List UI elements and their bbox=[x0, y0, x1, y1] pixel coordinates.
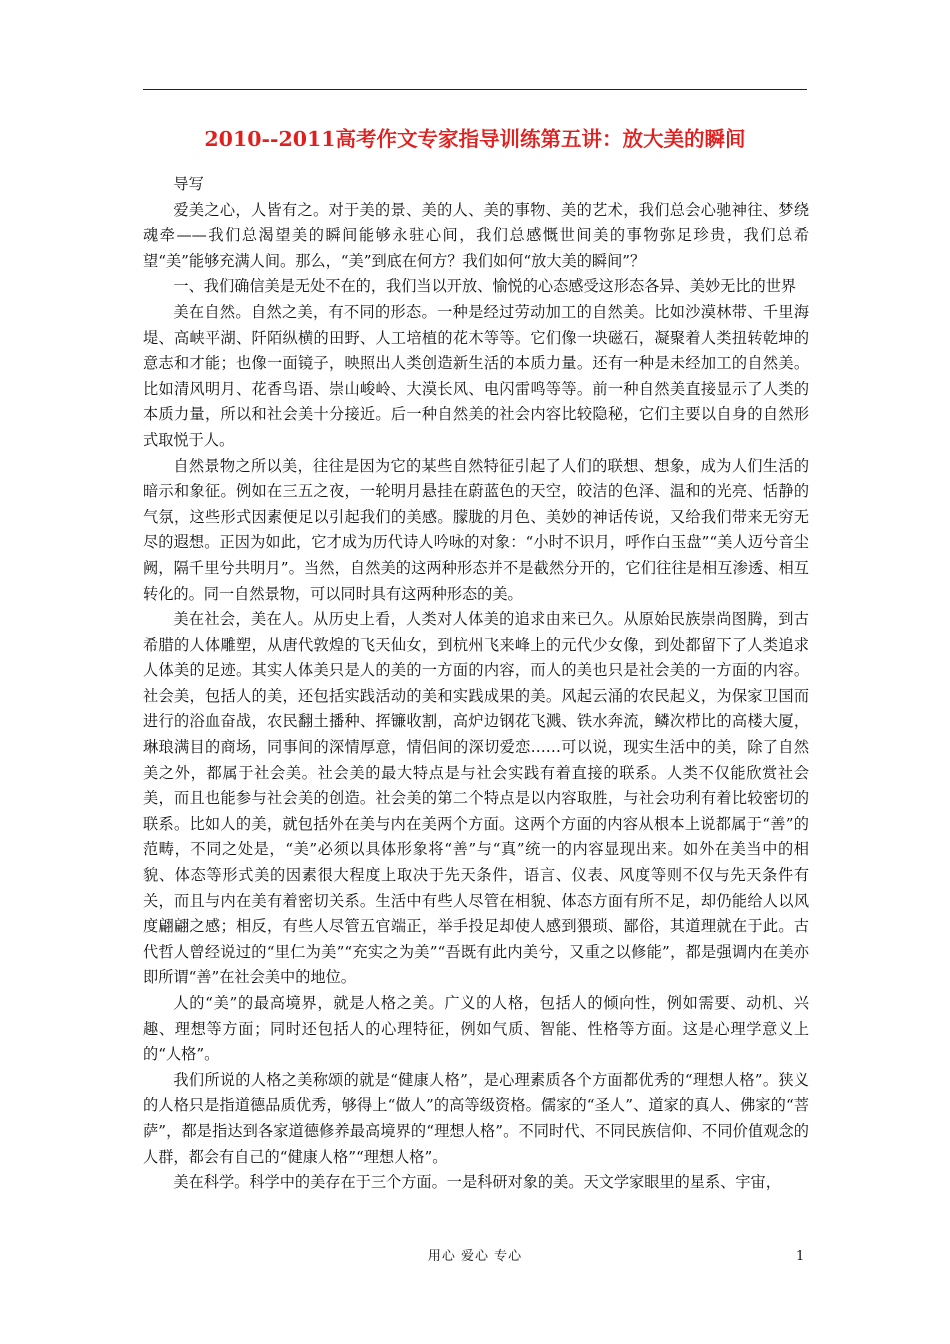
document-body bbox=[143, 172, 809, 1196]
section-heading: 一、我们确信美是无处不在的，我们当以开放、愉悦的心态感受这形态各异、美妙无比的世界 bbox=[173, 277, 797, 296]
document-title: 2010--2011高考作文专家指导训练第五讲：放大美的瞬间 bbox=[204, 127, 746, 151]
paragraph: 美在科学。科学中的美存在于三个方面。一是科研对象的美。天文学家眼里的星系、宇宙， bbox=[173, 1173, 781, 1192]
header-rule bbox=[143, 89, 807, 90]
paragraph: 我们所说的人格之美称颂的就是“健康人格”，是心理素质各个方面都优秀的“理想人格”。狭义的人格只是指道德品质优秀，够得上“做人”的高等级资格。儒家的“圣人”、道家的真人、佛家的“菩萨”，都是指达到各家道德修养最高境界的“理想人格”。不同时代、不同民族信仰、不同价值观念的人群，都会有自己的“健康人格”“理想人格”。 bbox=[143, 1070, 809, 1166]
section-label: 导写 bbox=[173, 175, 204, 193]
paragraph: 美在社会，美在人。从历史上看，人类对人体美的追求由来已久。从原始民族崇尚图腾，到古希腊的人体雕塑，从唐代敦煌的飞天仙女，到杭州飞来峰上的元代少女像，到处都留下了人类追求人体美的足迹。其实人体美只是人的美的一方面的内容，而人的美也只是社会美的一方面的内容。社会美，包括人的美，还包括实践活动的美和实践成果的美。风起云涌的农民起义，为保家卫国而进行的浴血奋战，农民翻土播种、挥镰收割，高炉边钢花飞溅、铁水奔流，鳞次栉比的高楼大厦，琳琅满目的商场，同事间的深情厚意，情侣间的深切爱恋……可以说，现实生活中的美，除了自然美之外，都属于社会美。社会美的最大特点是与社会实践有着直接的联系。人类不仅能欣赏社会美，而且也能参与社会美的创造。社会美的第二个特点是以内容取胜，与社会功利有着比较密切的联系。比如人的美，就包括外在美与内在美两个方面。这两个方面的内容从根本上说都属于“善”的范畴，不同之处是，“美”必须以具体形象将“善”与“真”统一的内容显现出来。如外在美当中的相貌、体态等形式美的因素很大程度上取决于先天条件，语言、仪表、风度等则不仅与先天条件有关，而且与内在美有着密切关系。生活中有些人尽管在相貌、体态方面有所不足，却仍能给人以风度翩翩之感；相反，有些人尽管五官端正，举手投足却使人感到猥琐、鄙俗，其道理就在于此。古代哲人曾经说过的“里仁为美”“充实之为美”“吾既有此内美兮，又重之以修能”，都是强调内在美亦即所谓“善”在社会美中的地位。 bbox=[143, 610, 809, 987]
paragraph: 自然景物之所以美，往往是因为它的某些自然特征引起了人们的联想、想象，成为人们生活的暗示和象征。例如在三五之夜，一轮明月悬挂在蔚蓝色的天空，皎洁的色泽、温和的光亮、恬静的气氛，这些形式因素便足以引起我们的美感。朦胧的月色、美妙的神话传说，又给我们带来无穷无尽的遐想。正因为如此，它才成为历代诗人吟咏的对象：“小时不识月，呼作白玉盘”“美人迈兮音尘阙，隔千里兮共明月”。当然，自然美的这两种形态并不是截然分开的，它们往往是相互渗透、相互转化的。同一自然景物，可以同时具有这两种形态的美。 bbox=[143, 456, 809, 603]
footer-slogan: 用心 爱心 专心 bbox=[427, 1249, 523, 1264]
page-number: 1 bbox=[796, 1249, 805, 1264]
page-footer bbox=[0, 1245, 950, 1269]
paragraph: 人的“美”的最高境界，就是人格之美。广义的人格，包括人的倾向性，例如需要、动机、兴趣、理想等方面；同时还包括人的心理特征，例如气质、智能、性格等方面。这是心理学意义上的“人格”。 bbox=[143, 994, 809, 1064]
paragraph: 爱美之心，人皆有之。对于美的景、美的人、美的事物、美的艺术，我们总会心驰神往、梦绕魂牵——我们总渴望美的瞬间能够永驻心间，我们总感慨世间美的事物弥足珍贵，我们总希望“美”能够充满人间。那么，“美”到底在何方？我们如何“放大美的瞬间”？ bbox=[143, 200, 809, 270]
paragraph: 美在自然。自然之美，有不同的形态。一种是经过劳动加工的自然美。比如沙漠林带、千里海堤、高峡平湖、阡陌纵横的田野、人工培植的花木等等。它们像一块磁石，凝聚着人类扭转乾坤的意志和才能；也像一面镜子，映照出人类创造新生活的本质力量。还有一种是未经加工的自然美。比如清风明月、花香鸟语、崇山峻岭、大漠长风、电闪雷鸣等等。前一种自然美直接显示了人类的本质力量，所以和社会美十分接近。后一种自然美的社会内容比较隐秘，它们主要以自身的自然形式取悦于人。 bbox=[143, 302, 809, 449]
